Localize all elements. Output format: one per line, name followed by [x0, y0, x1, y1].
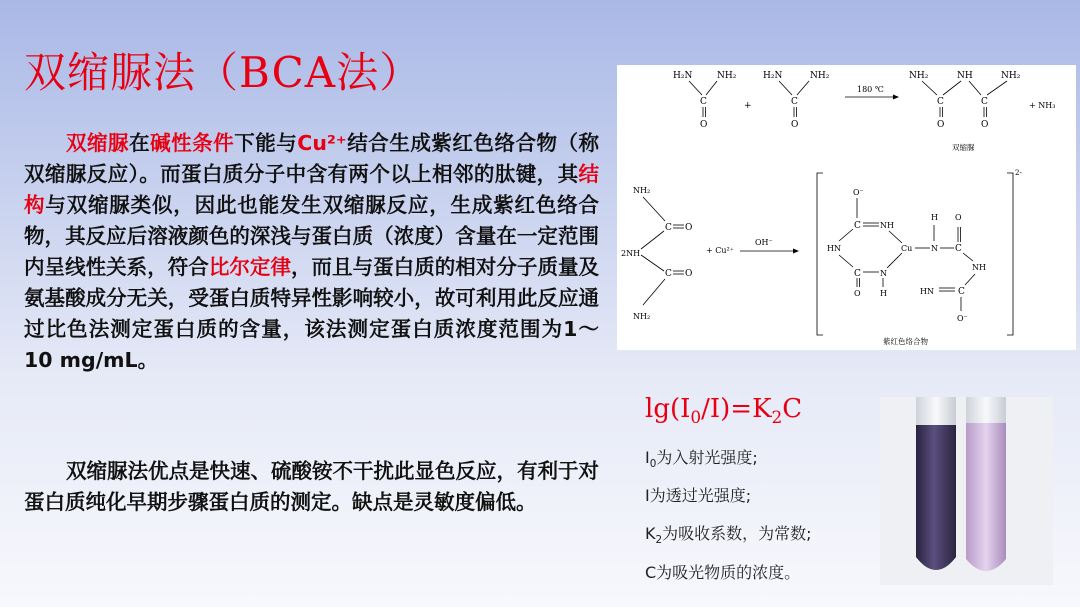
legend-i0	[645, 445, 875, 470]
beer-law-formula	[645, 394, 802, 427]
legend-sub: 2	[655, 534, 663, 547]
test-tubes-photo	[880, 397, 1053, 585]
formula-sub: 2	[771, 407, 783, 428]
formula-sub: 0	[690, 407, 702, 428]
paragraph-principle	[24, 128, 599, 376]
urea-molecule-2	[763, 71, 830, 130]
label-h2n: H₂N	[763, 71, 783, 81]
label-cu-ion: + Cu²⁺	[706, 246, 734, 255]
label-nh3: + NH₃	[1029, 101, 1056, 110]
label-c: C	[700, 97, 707, 107]
label-cu-center: Cu	[901, 244, 913, 253]
term-cu: Cu²⁺	[297, 131, 347, 155]
label-o: O	[685, 269, 693, 279]
text-seg: 结合生成紫红色络合物（称双缩脲反应）。而蛋白质分子中含有两个以上相邻的肽键，其	[24, 131, 600, 186]
text-seg: 下能与	[234, 131, 298, 155]
label-hn: HN	[827, 244, 841, 253]
label-n: N	[931, 244, 938, 253]
label-h: H	[880, 289, 887, 298]
label-oh: OH⁻	[755, 238, 773, 247]
label-c: C	[955, 244, 962, 254]
text-seg: 与双缩脲类似，因此也能发生双缩脲反应，生成紫红色络合物，其反应后溶液颜色的深浅与蛋白质（浓度）含量在一定范围内呈线性关系，符合	[24, 193, 599, 279]
legend-part: 为入射光强度;	[656, 448, 758, 467]
plus-sign: +	[744, 101, 752, 111]
text-seg: ，而且与蛋白质的相对分子质量及氨基酸成分无关，受蛋白质特异性影响较小，故可利用此反应通过比色法测定蛋白质的含量，该法测定蛋白质浓度范围为1～10 mg/mL。	[24, 255, 600, 372]
legend-part: 为吸收系数，为常数;	[662, 524, 812, 543]
term-alkaline: 碱性条件	[150, 131, 235, 155]
label-o: O	[854, 289, 861, 298]
legend-c: C为吸光物质的浓度。	[645, 563, 801, 582]
biuret-molecule	[909, 71, 1021, 130]
reaction-diagram	[617, 65, 1076, 350]
label-temperature: 180 ℃	[857, 85, 884, 94]
label-c: C	[665, 223, 672, 233]
term-structure: 结构	[24, 162, 599, 217]
slide-title: 双缩脲法（BCA法）	[24, 48, 423, 97]
label-nh: NH	[957, 71, 973, 81]
label-o: O	[955, 213, 962, 222]
label-nh2: NH₂	[717, 71, 737, 81]
term-beer-law: 比尔定律	[208, 255, 291, 279]
label-o: O	[685, 223, 693, 233]
formula-part: C	[782, 394, 803, 424]
copper-complex	[827, 188, 986, 323]
label-c: C	[981, 97, 988, 107]
label-nh2: NH₂	[633, 186, 651, 195]
label-o: O	[791, 120, 799, 130]
label-c: C	[958, 287, 965, 297]
label-biuret: 双缩脲	[952, 143, 975, 152]
label-c: C	[854, 269, 861, 279]
label-o: O	[700, 120, 708, 130]
label-nh2: NH₂	[1001, 71, 1021, 81]
term-biuret: 双缩脲	[66, 131, 130, 155]
formula-part: /I)=K	[701, 394, 772, 424]
label-hn: HN	[920, 287, 934, 296]
legend-i: I为透过光强度;	[645, 486, 752, 505]
label-c: C	[791, 97, 798, 107]
formula-part: lg(I	[645, 394, 691, 424]
label-o: O	[981, 120, 989, 130]
label-2nh: 2NH	[621, 249, 641, 258]
label-o-minus: O⁻	[853, 188, 864, 197]
label-o-minus: O⁻	[957, 314, 968, 323]
label-c: C	[937, 97, 944, 107]
legend-sub: 0	[649, 458, 657, 471]
label-h2n: H₂N	[673, 71, 693, 81]
label-nh: NH	[880, 221, 894, 230]
text-seg: 在	[129, 131, 151, 155]
biuret-reactant	[621, 186, 692, 321]
label-complex: 紫红色络合物	[883, 337, 928, 346]
legend-part: I	[645, 448, 650, 467]
legend-part: K	[645, 524, 656, 543]
label-n: N	[880, 269, 887, 278]
urea-molecule-1	[673, 71, 737, 130]
paragraph-advantages: 双缩脲法优点是快速、硫酸铵不干扰此显色反应，有利于对蛋白质纯化早期步骤蛋白质的测定。缺点是灵敏度偏低。	[24, 459, 599, 514]
label-nh2: NH₂	[633, 312, 651, 321]
label-c: C	[665, 269, 672, 279]
label-nh2: NH₂	[810, 71, 830, 81]
label-c: C	[854, 221, 861, 231]
label-nh2: NH₂	[909, 71, 929, 81]
label-nh: NH	[972, 263, 986, 272]
legend-k2	[645, 521, 875, 546]
label-h: H	[931, 213, 938, 222]
label-o: O	[937, 120, 945, 130]
label-charge: 2-	[1015, 169, 1022, 177]
